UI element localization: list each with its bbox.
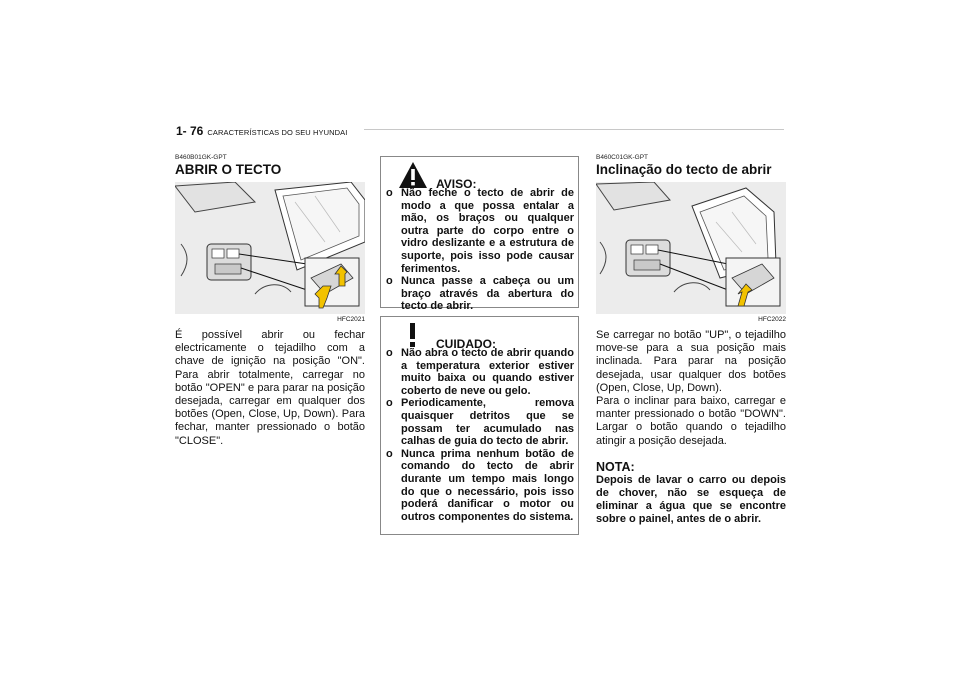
section-heading: Inclinação do tecto de abrir	[596, 162, 772, 177]
page-number: 1- 76	[176, 124, 204, 138]
body-paragraph: Se carregar no botão "UP", o tejadilho move-se para a sua posição mais inclinada. Para parar na posição desejada, usar qualquer dos botões (Open, Close, Up, Down).	[596, 329, 786, 394]
body-paragraph: Para o inclinar para baixo, carregar e manter pressionado o botão "DOWN". Largar o botão quando o tejadilho atingir a posição desejada.	[596, 395, 786, 447]
section-heading: ABRIR O TECTO	[175, 162, 282, 177]
section-code: B460B01GK-GPT	[175, 154, 227, 161]
sunroof-tilt-drawing	[596, 182, 786, 314]
section-code: B460C01GK-GPT	[596, 154, 649, 161]
figure-label: HFC2021	[337, 316, 365, 323]
sunroof-console-drawing	[175, 182, 365, 314]
note-text: Depois de lavar o carro ou depois de chover, não se esqueça de eliminar a água que se encontre sobre o painel, antes de o abrir.	[596, 473, 786, 526]
caution-item: o Nunca prima nenhum botão de comando do tecto de abrir durante um tempo mais longo do que o necessário, pois isso poderá danificar o motor ou outros componentes do sistema.	[386, 447, 574, 523]
section-title: CARACTERÍSTICAS DO SEU HYUNDAI	[207, 128, 348, 137]
warning-item: o Nunca passe a cabeça ou um braço através da abertura do tecto de abrir.	[386, 275, 574, 313]
warning-list	[384, 187, 574, 313]
sunroof-open-illustration	[175, 182, 365, 314]
caution-item: o Periodicamente, remova quaisquer detritos que se possam ter acumulado nas calhas de guia do tecto de abrir.	[386, 397, 574, 448]
right-column	[596, 154, 786, 527]
figure-label: HFC2022	[758, 316, 786, 323]
caution-list	[384, 347, 574, 523]
warning-item: o Não feche o tecto de abrir de modo a que possa entalar a mão, os braços ou qualquer outra parte do corpo entre o vidro deslizante e a estrutura de suporte, pois isso pode causar ferimentos.	[386, 187, 574, 275]
body-paragraphs	[596, 329, 786, 448]
body-paragraph: É possível abrir ou fechar electricamente o tejadilho com a chave de ignição na posição "ON". Para abrir totalmente, carregar no botão "OPEN" e para parar na posição desejada, carregar em qualquer dos botões (Open, Close, Up, Down). Para fechar, manter pressionado o botão "CLOSE".	[175, 329, 365, 447]
page-header	[176, 124, 347, 138]
sunroof-tilt-illustration	[596, 182, 786, 314]
caution-title: CUIDADO:	[436, 337, 496, 351]
warning-title: AVISO:	[436, 177, 477, 191]
warning-box	[380, 156, 579, 313]
caution-box	[380, 316, 579, 535]
left-column	[175, 154, 365, 448]
caution-item: o Não abra o tecto de abrir quando a temperatura exterior estiver muito baixa ou quando estiver coberto de neve ou gelo.	[386, 347, 574, 397]
note-title: NOTA:	[596, 459, 635, 474]
header-rule	[364, 129, 784, 130]
